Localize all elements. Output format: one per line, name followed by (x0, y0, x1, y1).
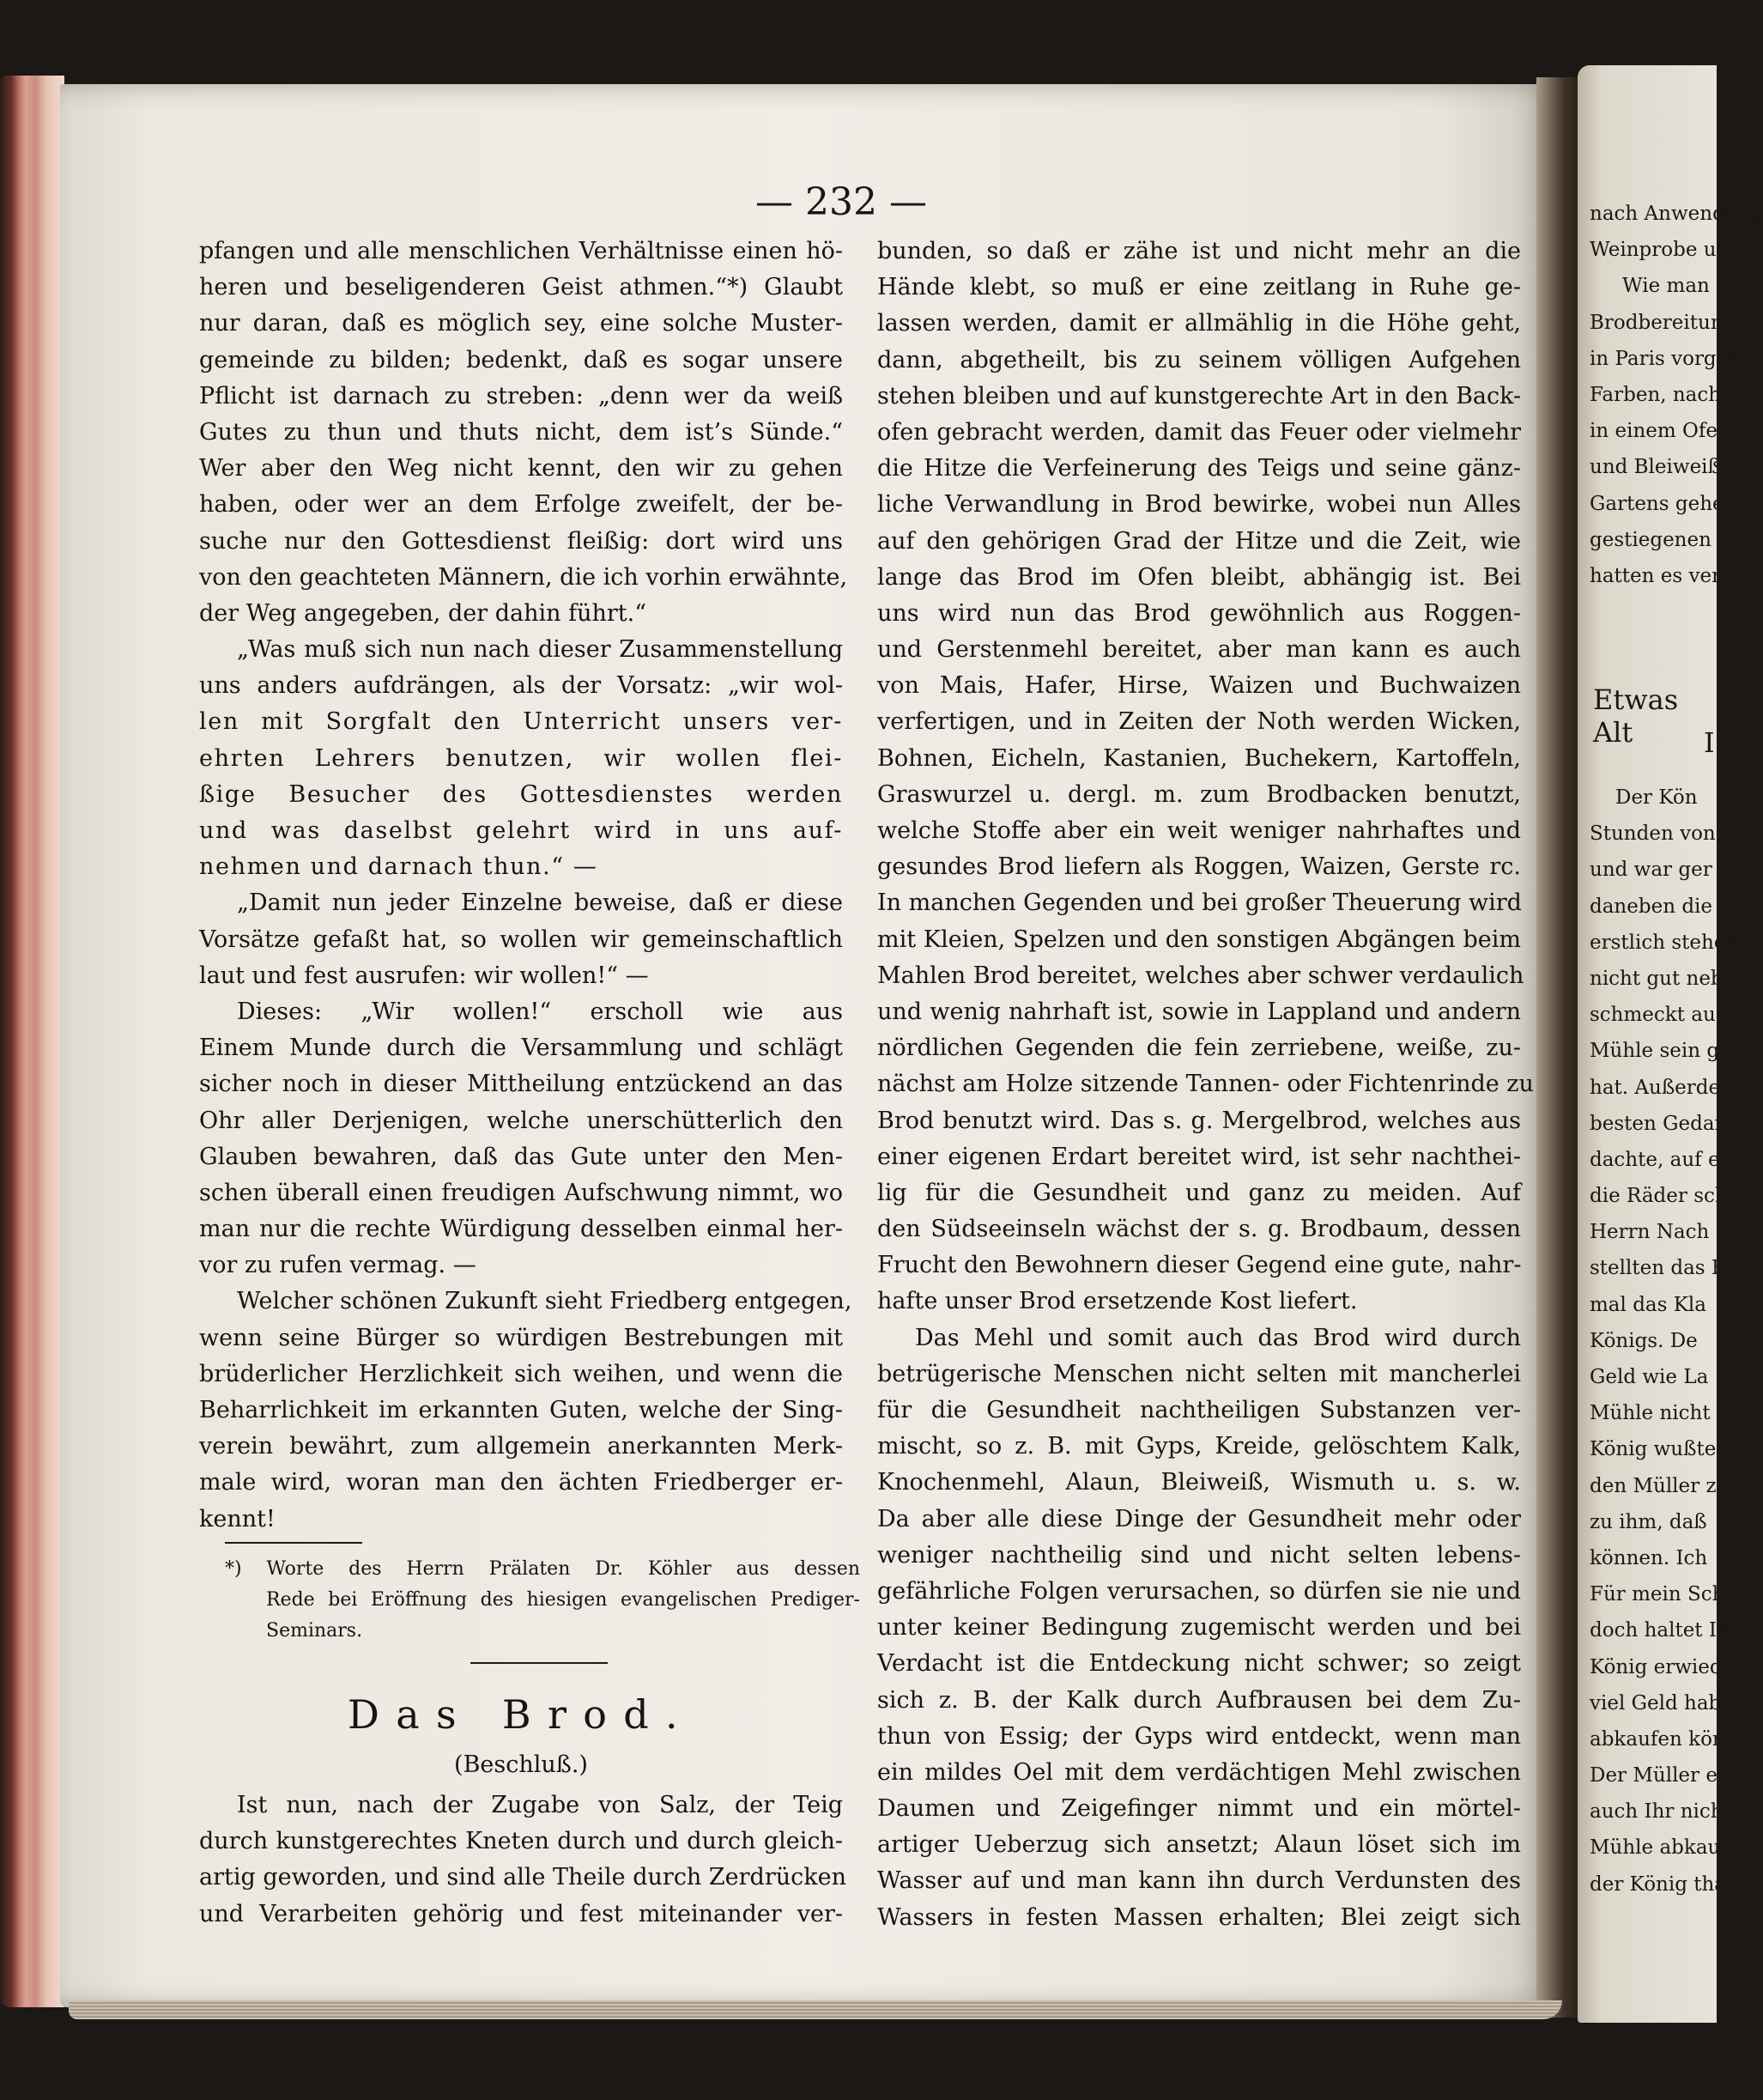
fragment-line: Stunden von (1590, 822, 1716, 846)
text-line: Bohnen, Eicheln, Kastanien, Buchekern, Kartoffeln, (877, 744, 1521, 772)
fragment-line: König erwiede (1590, 1655, 1735, 1678)
text-line: vor zu rufen vermag. — (199, 1252, 476, 1279)
text-line: von Mais, Hafer, Hirse, Waizen und Buchwaizen (877, 672, 1521, 700)
text-line: wenn seine Bürger so würdigen Bestrebungen mit (199, 1324, 843, 1351)
page-edges (69, 2000, 1562, 2019)
text-line: und wenig nahrhaft ist, sowie in Lappland und andern (877, 998, 1521, 1025)
text-line: den Südseeinseln wächst der s. g. Brodbaum, dessen (877, 1216, 1521, 1243)
fragment-line: König wußte, (1590, 1438, 1723, 1461)
text-line: und Gerstenmehl bereitet, aber man kann es auch (877, 636, 1521, 664)
fragment-line: stellten das R (1590, 1257, 1727, 1280)
text-line: dann, abgetheilt, bis zu seinem völligen Aufgehen (877, 346, 1521, 373)
text-line: von den geachteten Männern, die ich vorhin erwähnte, (199, 563, 848, 591)
text-line: Verdacht ist die Entdeckung nicht schwer; so zeigt (877, 1650, 1521, 1678)
text-line: und was daselbst gelehrt wird in uns auf- (199, 817, 843, 844)
text-line: Pflicht ist darnach zu streben: „denn wer da weiß (199, 382, 843, 410)
text-line: Vorsätze gefaßt hat, so wollen wir gemeinschaftlich (199, 926, 843, 953)
text-line: und Verarbeiten gehörig und fest miteinander ver- (199, 1900, 843, 1927)
fragment-line: zu ihm, daß (1590, 1510, 1707, 1533)
fragment-line: Für mein Sch (1590, 1583, 1725, 1606)
fragment-line: auch Ihr nicht (1590, 1800, 1731, 1824)
fragment-line: Weinprobe u. s. (1590, 239, 1746, 262)
text-line: gesundes Brod liefern als Roggen, Waizen, Gerste rc. (877, 853, 1521, 881)
text-line: man nur die rechte Würdigung desselben einmal her- (199, 1216, 843, 1243)
text-line: Ohr aller Derjenigen, welche unerschütterlich den (199, 1107, 843, 1134)
text-line: Wer aber den Weg nicht kennt, den wir zu gehen (199, 455, 843, 483)
text-line: „Was muß sich nun nach dieser Zusammenstellung (237, 636, 843, 664)
fragment-line: daneben die (1590, 895, 1713, 918)
text-line: Graswurzel u. dergl. m. zum Brodbacken benutzt, (877, 780, 1521, 808)
text-line: haben, oder wer an dem Erfolge zweifelt, der be- (199, 491, 843, 519)
section-body (199, 1787, 846, 1933)
text-line: lassen werden, damit er allmählig in die Höhe geht, (877, 310, 1521, 337)
text-line: Das Mehl und somit auch das Brod wird durch (915, 1324, 1521, 1351)
text-line: die Hitze die Verfeinerung des Teigs und seine gänz- (877, 455, 1521, 483)
text-line: verein bewährt, zum allgemein anerkannten Merk- (199, 1433, 843, 1460)
text-line: uns wird nun das Brod gewöhnlich aus Roggen- (877, 599, 1521, 627)
text-line: ehrten Lehrers benutzen, wir wollen flei- (199, 744, 843, 772)
section-rule (470, 1662, 608, 1664)
text-line: nächst am Holze sitzende Tannen- oder Fichtenrinde zu (877, 1071, 1534, 1098)
left-column (199, 234, 852, 1538)
fragment-line: mal das Kla (1590, 1293, 1706, 1316)
fragment-line: und Bleiweiß (1590, 456, 1721, 479)
text-line: durch kunstgerechtes Kneten durch und durch gleich- (199, 1828, 843, 1855)
fragment-line: Herrn Nach (1590, 1221, 1710, 1244)
text-line: ßige Besucher des Gottesdienstes werden (199, 780, 843, 808)
text-line: Einem Munde durch die Versammlung und schlägt (199, 1035, 843, 1062)
text-line: Knochenmehl, Alaun, Bleiweiß, Wismuth u. s. w. (877, 1469, 1521, 1496)
text-line: brüderlicher Herzlichkeit sich weihen, und wenn die (199, 1360, 843, 1387)
next-page-text-top (1590, 196, 1763, 594)
text-line: uns anders aufdrängen, als der Vorsatz: „wir wol- (199, 672, 843, 700)
fragment-line: hatten es verg (1590, 564, 1734, 587)
fragment-line: Gartens gehei (1590, 492, 1730, 515)
fragment-line: Mühle nicht e (1590, 1402, 1729, 1425)
footnote-line: *) Worte des Herrn Prälaten Dr. Köhler aus dessen (225, 1558, 860, 1580)
text-line: Hände klebt, so muß er eine zeitlang in Ruhe ge- (877, 274, 1521, 301)
text-line: betrügerische Menschen nicht selten mit mancherlei (877, 1360, 1521, 1387)
text-line: sich z. B. der Kalk durch Aufbrausen bei dem Zu- (877, 1686, 1521, 1714)
book-cover-edge (0, 76, 64, 2007)
fragment-line: Farben, nachde (1590, 383, 1746, 406)
fragment-line: nicht gut neb (1590, 967, 1724, 990)
text-line: Frucht den Bewohnern dieser Gegend eine gute, nahr- (877, 1252, 1522, 1279)
footnote-line: Rede bei Eröffnung des hiesigen evangelischen Prediger- (266, 1589, 860, 1611)
fragment-line: viel Geld habt (1590, 1691, 1730, 1715)
fragment-line: gestiegenen B (1590, 528, 1733, 551)
text-line: unter keiner Bedingung zugemischt werden und bei (877, 1614, 1521, 1642)
fragment-line: können. Ich (1590, 1546, 1708, 1569)
text-line: der Weg angegeben, der dahin führt.“ (199, 599, 647, 627)
page-number: — 232 — (755, 180, 927, 224)
text-line: Wassers in festen Massen erhalten; Blei zeigt sich (877, 1903, 1521, 1931)
text-line: für die Gesundheit nachtheiligen Substanzen ver- (877, 1397, 1521, 1423)
fragment-line: Geld wie La (1590, 1366, 1709, 1388)
text-line: len mit Sorgfalt den Unterricht unsers ver- (199, 708, 843, 736)
fragment-line: Mühle abkaufe (1590, 1836, 1740, 1860)
text-line: verfertigen, und in Zeiten der Noth werden Wicken, (877, 708, 1521, 736)
fragment-line: dachte, auf ei (1590, 1148, 1726, 1171)
text-line: heren und beseligenderen Geist athmen.“*) Glaubt (199, 274, 843, 301)
text-line: auf den gehörigen Grad der Hitze und die Zeit, wie (877, 527, 1521, 555)
fragment-line: den Müller zu (1590, 1474, 1730, 1497)
fragment-line: in einem Ofe (1590, 420, 1718, 443)
fragment-line: der König that (1590, 1872, 1735, 1896)
section-subtitle: (Beschluß.) (454, 1751, 588, 1778)
text-line: schen überall einen freudigen Aufschwung nimmt, wo (199, 1179, 843, 1206)
text-line: ein mildes Oel mit dem verdächtigen Mehl zwischen (877, 1758, 1521, 1786)
text-line: weniger nachtheilig sind und nicht selten lebens- (877, 1541, 1521, 1569)
fragment-line: Wie man ih (1622, 275, 1736, 298)
text-line: Daumen und Zeigefinger nimmt und ein mörtel- (877, 1795, 1521, 1823)
text-line: Beharrlichkeit im erkannten Guten, welche der Sing- (199, 1397, 843, 1423)
fragment-line: Mühle sein ge (1590, 1040, 1731, 1063)
text-line: gefährliche Folgen verursachen, so dürfen sie nie und (877, 1577, 1521, 1605)
fragment-line: Der Müller er (1590, 1764, 1727, 1787)
text-line: stehen bleiben und auf kunstgerechte Art in den Back- (877, 382, 1522, 410)
text-line: sicher noch in dieser Mittheilung entzückend an das (199, 1071, 843, 1098)
right-column (877, 234, 1534, 1936)
text-line: Glauben bewahren, daß das Gute unter den Men- (199, 1143, 843, 1170)
text-line: kennt! (199, 1505, 276, 1533)
text-line: In manchen Gegenden und bei großer Theuerung wird (877, 889, 1522, 917)
fragment-line: Der Kön (1615, 786, 1698, 809)
fragment-line: hat. Außerde (1590, 1076, 1721, 1099)
text-line: Dieses: „Wir wollen!“ erscholl wie aus (237, 998, 843, 1025)
text-line: liche Verwandlung in Brod bewirke, wobei nun Alles (877, 491, 1521, 519)
fragment-line: in Paris vorgek (1590, 347, 1741, 370)
fragment-line: abkaufen könn (1590, 1727, 1738, 1751)
text-line: Brod benutzt wird. Das s. g. Mergelbrod, welches aus (877, 1107, 1521, 1134)
text-line: nur daran, daß es möglich sey, eine solche Muster- (199, 310, 843, 337)
fragment-line: Brodbereitung s (1590, 311, 1753, 334)
text-line: Gutes zu thun und thuts nicht, dem ist’s Sünde.“ (199, 418, 843, 446)
text-line: einer eigenen Erdart bereitet wird, ist sehr nachthei- (877, 1143, 1521, 1170)
text-line: thun von Essig; der Gyps wird entdeckt, wenn man (877, 1722, 1521, 1750)
text-line: pfangen und alle menschlichen Verhältnisse einen hö- (199, 238, 843, 264)
fragment-line: besten Gedan (1590, 1112, 1728, 1135)
text-line: suche nur den Gottesdienst fleißig: dort wird uns (199, 527, 843, 555)
text-line: male wird, woran man den ächten Friedberger er- (199, 1469, 843, 1496)
next-page-heading-2: I (1704, 726, 1715, 759)
fragment-line: die Räder schi (1590, 1185, 1735, 1208)
text-line: artig geworden, und sind alle Theile durch Zerdrücken (199, 1864, 846, 1891)
fragment-line: nach Anwendung (1590, 203, 1763, 225)
text-line: Welcher schönen Zukunft sieht Friedberg entgegen, (237, 1288, 852, 1315)
text-line: mit Kleien, Spelzen und den sonstigen Abgängen beim (877, 926, 1521, 953)
text-line: hafte unser Brod ersetzende Kost liefert. (877, 1288, 1358, 1315)
fragment-line: Königs. De (1590, 1329, 1698, 1352)
text-line: Ist nun, nach der Zugabe von Salz, der Teig (237, 1792, 843, 1818)
footnote-rule (225, 1542, 362, 1544)
section-title: Das Brod. (348, 1691, 694, 1738)
text-line: Da aber alle diese Dinge der Gesundheit mehr oder (877, 1505, 1521, 1533)
text-line: nehmen und darnach thun.“ — (199, 853, 598, 881)
fragment-line: doch haltet Ih (1590, 1619, 1730, 1642)
text-line: lange das Brod im Ofen bleibt, abhängig ist. Bei (877, 563, 1521, 591)
footnote (225, 1554, 860, 1647)
next-page-heading: Etwas Alt (1593, 683, 1679, 749)
text-line: ofen gebracht werden, damit das Feuer oder vielmehr (877, 418, 1521, 446)
text-line: Mahlen Brod bereitet, welches aber schwer verdaulich (877, 962, 1524, 989)
footnote-line: Seminars. (266, 1620, 363, 1642)
text-line: „Damit nun jeder Einzelne beweise, daß er diese (237, 889, 843, 917)
fragment-line: erstlich stehen (1590, 931, 1739, 954)
text-line: laut und fest ausrufen: wir wollen!“ — (199, 962, 649, 989)
text-line: artiger Ueberzug sich ansetzt; Alaun löset sich im (877, 1831, 1521, 1859)
text-line: lig für die Gesundheit und ganz zu meiden. Auf (877, 1179, 1521, 1206)
text-line: welche Stoffe aber ein weit weniger nahrhaftes und (877, 817, 1521, 844)
fragment-line: schmeckt auch i (1590, 1004, 1753, 1027)
fragment-line: und war ger (1590, 859, 1712, 882)
text-line: nördlichen Gegenden die fein zerriebene, weiße, zu- (877, 1035, 1521, 1062)
text-line: Wasser auf und man kann ihn durch Verdunsten des (877, 1867, 1521, 1895)
next-page-text-bottom (1590, 780, 1753, 1903)
text-line: bunden, so daß er zähe ist und nicht mehr an die (877, 238, 1521, 264)
text-line: mischt, so z. B. mit Gyps, Kreide, gelöschtem Kalk, (877, 1433, 1521, 1460)
text-line: gemeinde zu bilden; bedenkt, daß es sogar unsere (199, 346, 843, 373)
